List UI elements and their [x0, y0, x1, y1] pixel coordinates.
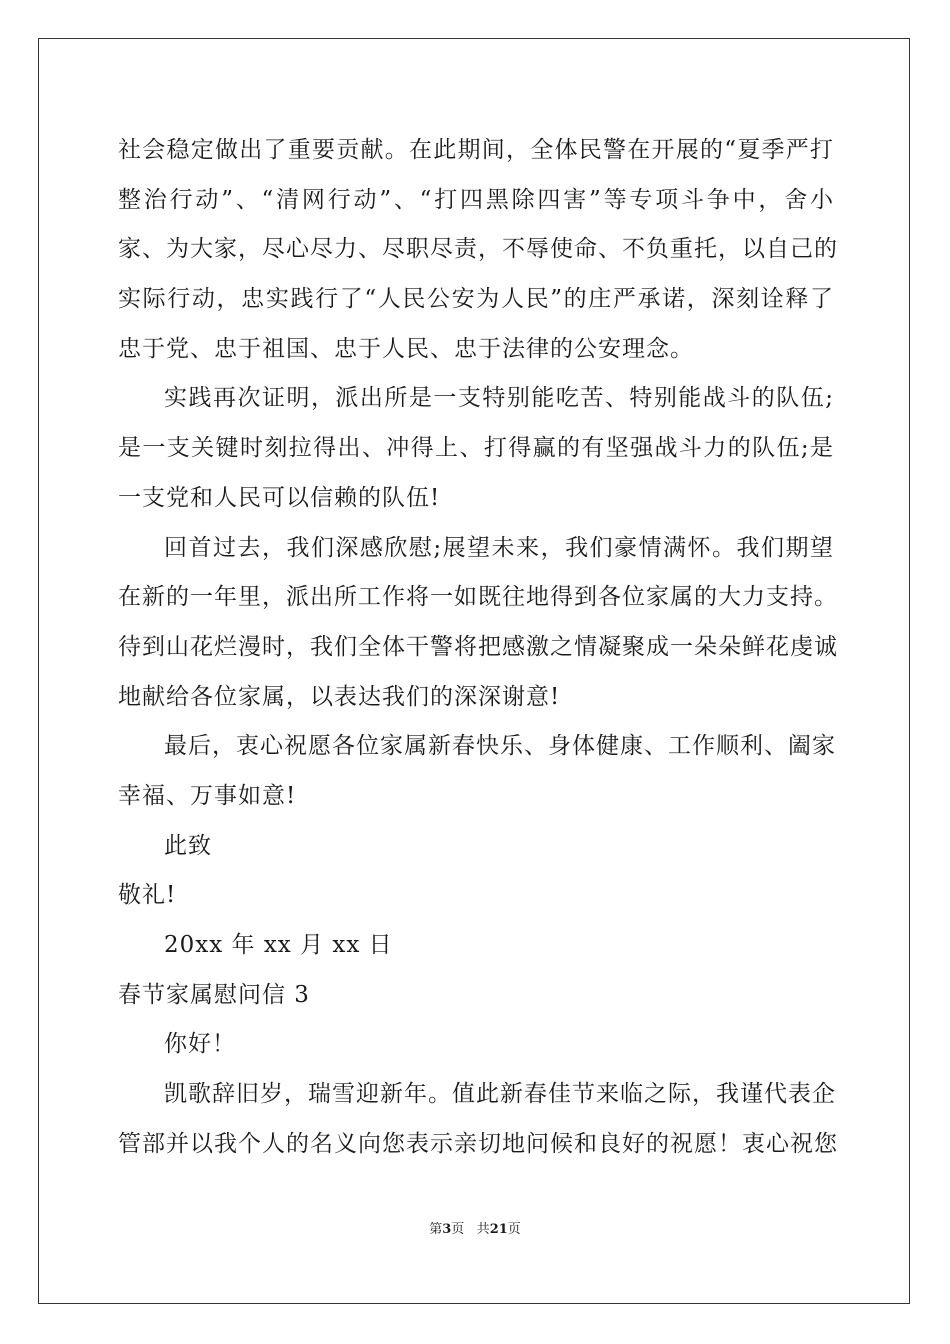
text-line: 管部并以我个人的名义向您表示亲切地问候和良好的祝愿！衷心祝您 [118, 1130, 838, 1157]
salutation-line: 敬礼! [118, 882, 177, 909]
footer-page-prefix: 第 [429, 1222, 443, 1237]
text-line: 社会稳定做出了重要贡献。在此期间，全体民警在开展的“夏季严打 [118, 137, 834, 163]
footer-total-prefix: 共 [476, 1222, 490, 1237]
text-line: 是一支关键时刻拉得出、冲得上、打得赢的有坚强战斗力的队伍;是 [118, 435, 834, 462]
date-line: 20xx 年 xx 月 xx 日 [164, 932, 393, 958]
text-line: 整治行动”、“清网行动”、“打四黑除四害”等专项斗争中，舍小 [118, 186, 834, 213]
footer-page-total: 21 [489, 1222, 508, 1237]
greeting-line: 你好！ [164, 1031, 236, 1058]
footer-page-current: 3 [442, 1222, 452, 1237]
section-heading: 春节家属慰问信 3 [118, 981, 310, 1008]
text-line: 待到山花烂漫时，我们全体干警将把感激之情凝聚成一朵朵鲜花虔诚 [118, 633, 838, 660]
text-line: 地献给各位家属，以表达我们的深深谢意! [118, 683, 561, 710]
text-line: 忠于党、忠于祖国、忠于人民、忠于法律的公安理念。 [118, 335, 694, 362]
text-line: 在新的一年里，派出所工作将一如既往地得到各位家属的大力支持。 [118, 584, 838, 611]
text-line: 回首过去，我们深感欣慰;展望未来，我们豪情满怀。我们期望 [164, 534, 834, 561]
footer-page-suffix: 页 [451, 1222, 465, 1237]
text-line: 家、为大家，尽心尽力、尽职尽责，不辱使命、不负重托，以自己的 [118, 236, 838, 263]
text-line: 一支党和人民可以信赖的队伍! [118, 484, 441, 511]
text-line: 实际行动，忠实践行了“人民公安为人民”的庄严承诺，深刻诠释了 [118, 286, 834, 313]
text-line: 幸福、万事如意! [118, 782, 297, 809]
footer-total-suffix: 页 [507, 1222, 521, 1237]
page-footer [0, 1218, 950, 1237]
document-body [118, 126, 838, 1169]
salutation-line: 此致 [164, 832, 212, 859]
text-line: 凯歌辞旧岁，瑞雪迎新年。值此新春佳节来临之际，我谨代表企 [164, 1081, 836, 1108]
text-line: 实践再次证明，派出所是一支特别能吃苦、特别能战斗的队伍; [164, 385, 834, 412]
text-line: 最后，衷心祝愿各位家属新春快乐、身体健康、工作顺利、阖家 [164, 733, 836, 760]
